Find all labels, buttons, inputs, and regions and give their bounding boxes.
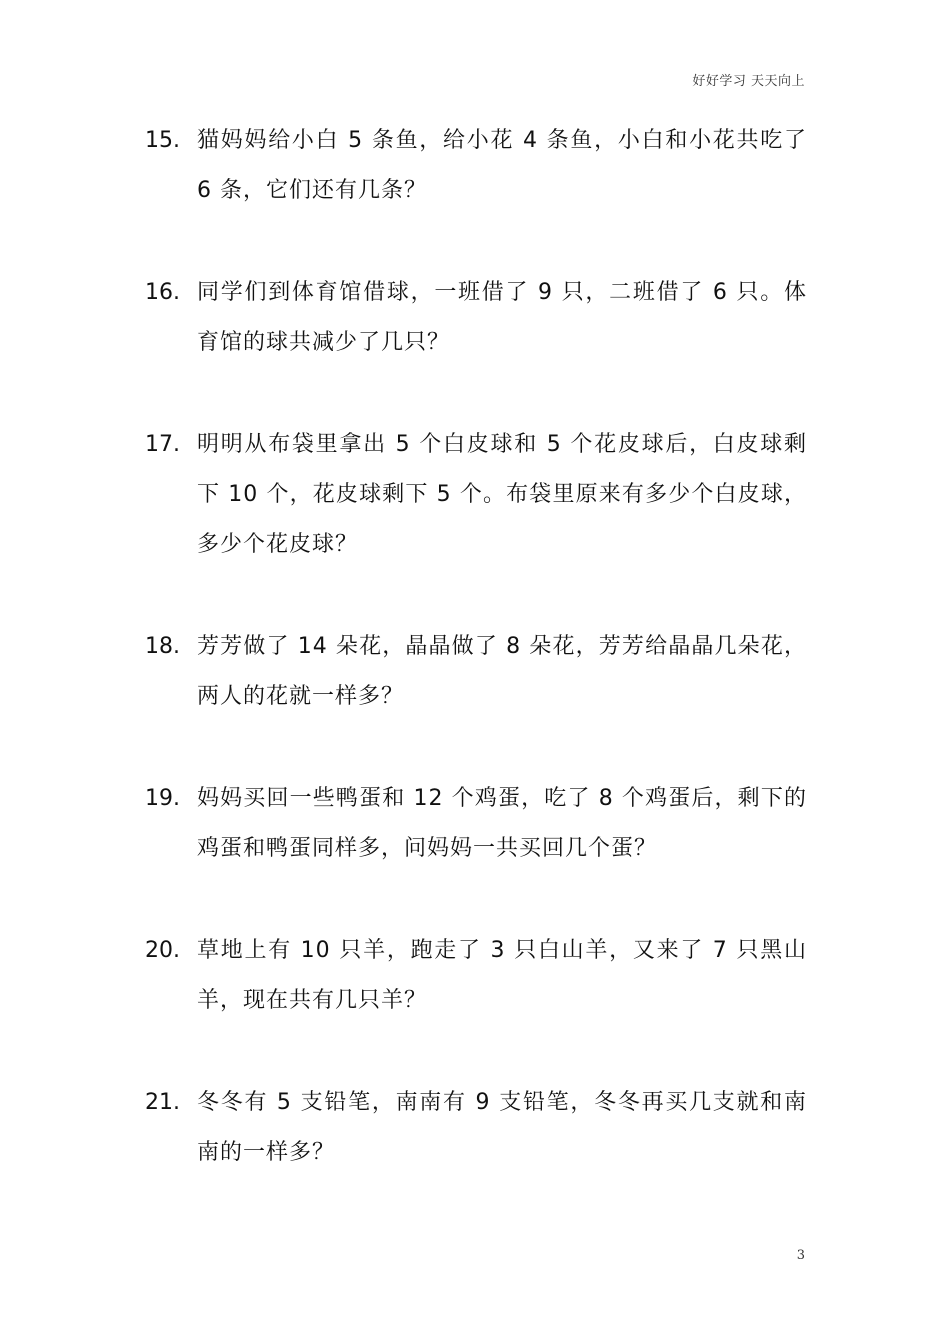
question-text: 草地上有 10 只羊，跑走了 3 只白山羊，又来了 7 只黑山羊，现在共有几只羊？ — [197, 938, 807, 1013]
question-number: 20. — [145, 938, 180, 963]
question-text: 猫妈妈给小白 5 条鱼，给小花 4 条鱼，小白和小花共吃了 6 条，它们还有几条？ — [197, 128, 807, 203]
question-item-17 — [145, 420, 807, 570]
question-number: 15. — [145, 128, 180, 153]
question-text: 冬冬有 5 支铅笔，南南有 9 支铅笔，冬冬再买几支就和南南的一样多？ — [197, 1090, 807, 1165]
question-number: 16. — [145, 280, 180, 305]
question-item-19 — [145, 774, 807, 874]
question-number: 19. — [145, 786, 180, 811]
page-header-slogan: 好好学习 天天向上 — [692, 74, 805, 89]
question-text: 明明从布袋里拿出 5 个白皮球和 5 个花皮球后，白皮球剩下 10 个，花皮球剩下 5 个。布袋里原来有多少个白皮球，多少个花皮球？ — [197, 432, 807, 557]
question-list — [145, 116, 807, 1230]
page-number: 3 — [796, 1248, 805, 1263]
question-number: 18. — [145, 634, 180, 659]
question-item-20 — [145, 926, 807, 1026]
question-text: 芳芳做了 14 朵花，晶晶做了 8 朵花，芳芳给晶晶几朵花，两人的花就一样多？ — [197, 634, 807, 709]
question-item-16 — [145, 268, 807, 368]
question-number: 17. — [145, 432, 180, 457]
question-number: 21. — [145, 1090, 180, 1115]
question-item-21 — [145, 1078, 807, 1178]
question-item-18 — [145, 622, 807, 722]
question-text: 妈妈买回一些鸭蛋和 12 个鸡蛋，吃了 8 个鸡蛋后，剩下的鸡蛋和鸭蛋同样多，问妈妈一共买回几个蛋？ — [197, 786, 807, 861]
question-item-15 — [145, 116, 807, 216]
question-text: 同学们到体育馆借球，一班借了 9 只，二班借了 6 只。体育馆的球共减少了几只？ — [197, 280, 807, 355]
